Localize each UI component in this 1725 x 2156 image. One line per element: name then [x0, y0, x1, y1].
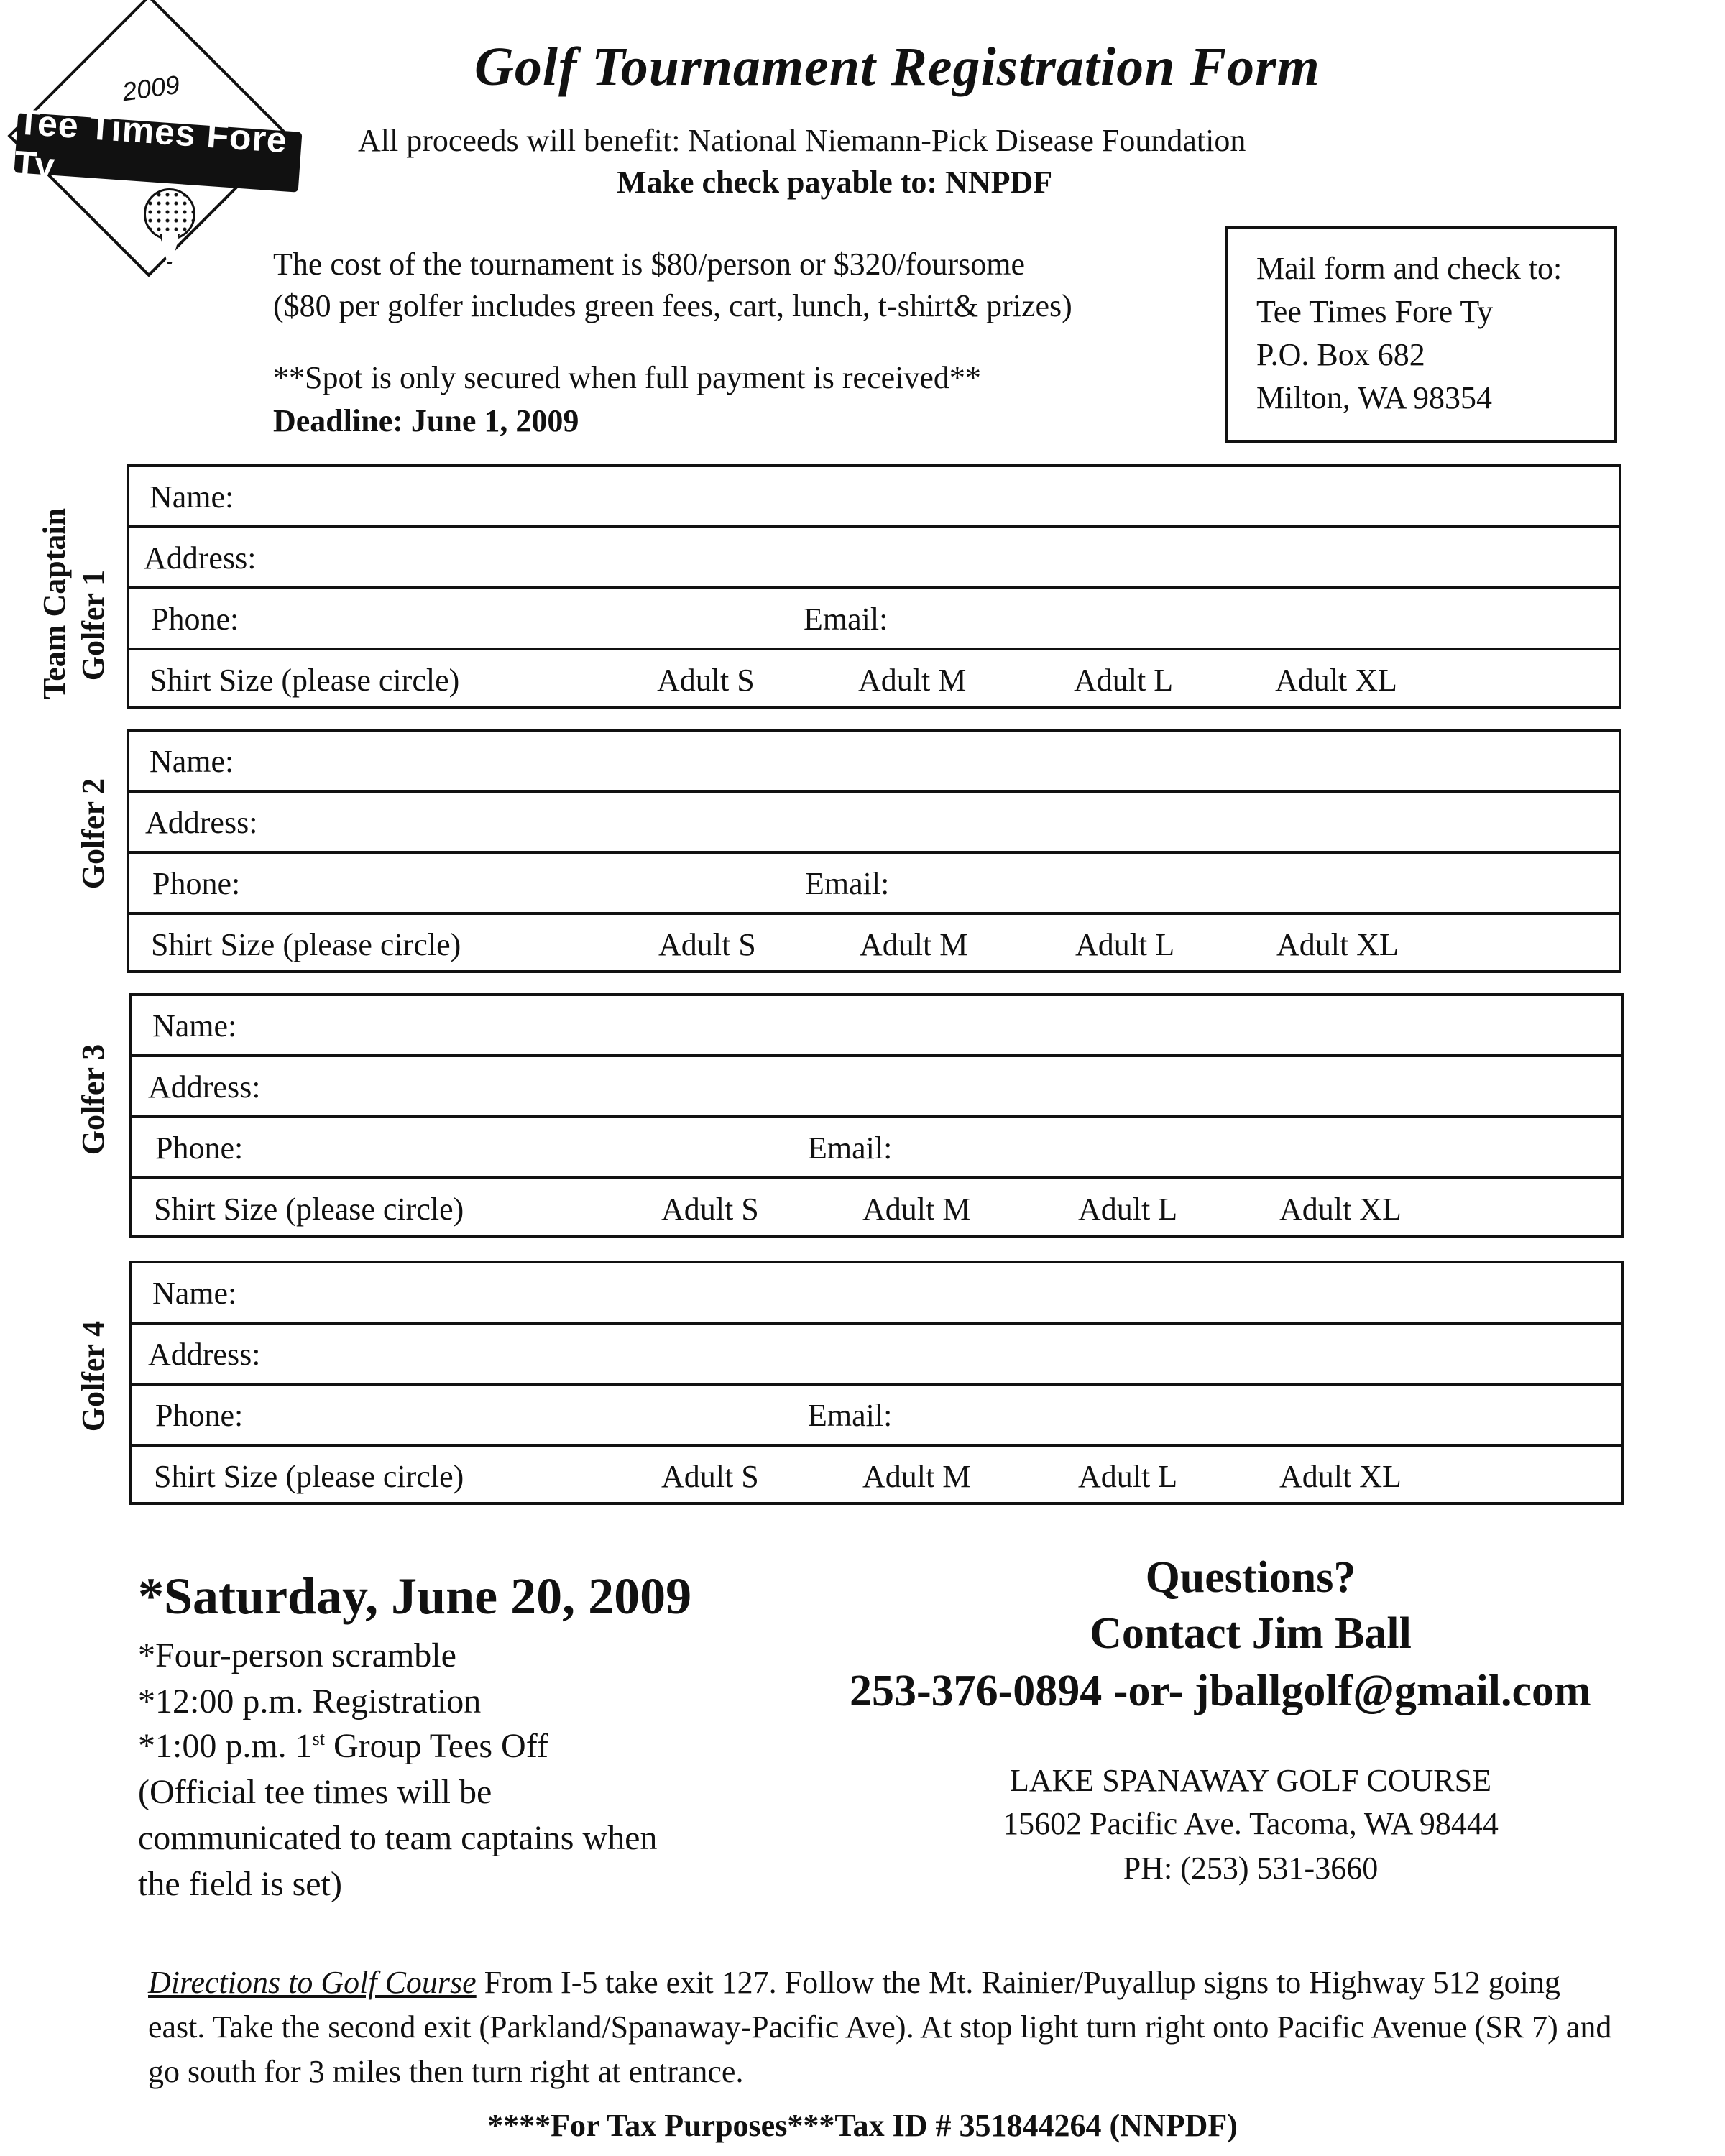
size-option-s[interactable]: Adult S	[658, 927, 756, 962]
shirt-size-row	[129, 650, 1619, 711]
size-option-xl[interactable]: Adult XL	[1275, 663, 1397, 698]
address-label: Address:	[148, 1069, 261, 1105]
shirt-size-row	[132, 1179, 1622, 1240]
shirt-size-label: Shirt Size (please circle)	[154, 1192, 464, 1227]
size-option-m[interactable]: Adult M	[860, 927, 968, 962]
golfer-2-table	[126, 729, 1622, 973]
shirt-size-row	[132, 1447, 1622, 1508]
golfer-4-table	[129, 1261, 1624, 1505]
shirt-size-label: Shirt Size (please circle)	[154, 1459, 464, 1494]
mail-address-box	[1225, 226, 1617, 443]
name-label: Name:	[152, 1008, 237, 1044]
phone-label: Phone:	[155, 1398, 244, 1433]
directions	[148, 1961, 1622, 2094]
golfer-4-label: Golfer 4	[75, 1320, 111, 1432]
size-option-l[interactable]: Adult L	[1074, 663, 1174, 698]
golfer-2-label: Golfer 2	[75, 778, 111, 890]
event-scramble: *Four-person scramble	[138, 1636, 456, 1674]
shirt-size-label: Shirt Size (please circle)	[151, 927, 461, 962]
event-date: *Saturday, June 20, 2009	[138, 1567, 692, 1625]
directions-title: Directions to Golf Course	[148, 1965, 477, 2000]
event-note-1: (Official tee times will be	[138, 1773, 492, 1811]
size-option-m[interactable]: Adult M	[862, 1192, 971, 1227]
golfer-3-table	[129, 993, 1624, 1238]
golfer-3-label: Golfer 3	[75, 1044, 111, 1156]
tee-off-suffix: Group Tees Off	[325, 1727, 548, 1765]
event-note-3: the field is set)	[138, 1865, 342, 1903]
name-row[interactable]	[132, 1263, 1622, 1325]
form-title: Golf Tournament Registration Form	[474, 37, 1320, 97]
email-label: Email:	[804, 602, 888, 637]
size-option-m[interactable]: Adult M	[858, 663, 967, 698]
event-tee-off	[138, 1726, 548, 1766]
address-label: Address:	[148, 1337, 261, 1372]
event-note-2: communicated to team captains when	[138, 1819, 658, 1857]
size-option-l[interactable]: Adult L	[1075, 927, 1175, 962]
phone-email-row[interactable]	[132, 1118, 1622, 1179]
phone-label: Phone:	[155, 1130, 244, 1166]
cost-line-2: ($80 per golfer includes green fees, cart, lunch, t-shirt& prizes)	[273, 288, 1072, 323]
golfer-1-table	[126, 464, 1622, 709]
mail-line-4: Milton, WA 98354	[1256, 380, 1493, 415]
size-option-l[interactable]: Adult L	[1078, 1192, 1178, 1227]
address-label: Address:	[144, 540, 257, 576]
email-label: Email:	[805, 866, 890, 901]
name-row[interactable]	[129, 467, 1619, 528]
address-row[interactable]	[132, 1325, 1622, 1386]
spot-notice: **Spot is only secured when full payment is received**	[273, 360, 981, 395]
phone-label: Phone:	[151, 602, 239, 637]
mail-line-3: P.O. Box 682	[1256, 337, 1425, 372]
name-label: Name:	[152, 1276, 237, 1311]
email-label: Email:	[808, 1130, 893, 1166]
size-option-xl[interactable]: Adult XL	[1276, 927, 1399, 962]
course-name: LAKE SPANAWAY GOLF COURSE	[1009, 1763, 1492, 1798]
phone-email-row[interactable]	[129, 854, 1619, 915]
email-label: Email:	[808, 1398, 893, 1433]
payable-line: Make check payable to: NNPDF	[617, 165, 1053, 200]
name-row[interactable]	[129, 732, 1619, 793]
contact-name: Contact Jim Ball	[1090, 1609, 1412, 1658]
benefit-line: All proceeds will benefit: National Niemann-Pick Disease Foundation	[358, 123, 1246, 158]
golfer-1-label: Golfer 1	[75, 569, 111, 681]
name-row[interactable]	[132, 996, 1622, 1057]
course-phone: PH: (253) 531-3660	[1123, 1851, 1379, 1886]
golfer-1-label-captain: Team Captain	[37, 507, 72, 700]
size-option-l[interactable]: Adult L	[1078, 1459, 1178, 1494]
deadline: Deadline: June 1, 2009	[273, 403, 579, 438]
shirt-size-label: Shirt Size (please circle)	[150, 663, 460, 698]
size-option-xl[interactable]: Adult XL	[1279, 1192, 1402, 1227]
shirt-size-row	[129, 915, 1619, 976]
mail-line-1: Mail form and check to:	[1256, 251, 1563, 286]
address-row[interactable]	[129, 528, 1619, 589]
mail-line-2: Tee Times Fore Ty	[1256, 294, 1494, 329]
address-label: Address:	[145, 805, 258, 840]
contact-phone-email[interactable]: 253-376-0894 -or- jballgolf@gmail.com	[850, 1667, 1591, 1715]
phone-email-row[interactable]	[132, 1386, 1622, 1447]
phone-email-row[interactable]	[129, 589, 1619, 650]
address-row[interactable]	[129, 793, 1619, 854]
size-option-xl[interactable]: Adult XL	[1279, 1459, 1402, 1494]
questions-heading: Questions?	[1145, 1553, 1356, 1602]
size-option-s[interactable]: Adult S	[661, 1459, 759, 1494]
address-row[interactable]	[132, 1057, 1622, 1118]
tee-off-prefix: *1:00 p.m. 1	[138, 1727, 313, 1765]
event-registration: *12:00 p.m. Registration	[138, 1682, 482, 1720]
name-label: Name:	[150, 479, 234, 515]
name-label: Name:	[150, 744, 234, 779]
size-option-m[interactable]: Adult M	[862, 1459, 971, 1494]
directions-text: From I-5 take exit 127. Follow the Mt. Rainier/Puyallup signs to Highway 512 going east. Take the second exit (Parkland/Spanaway-Pacific Ave). At stop light turn right onto Pacific Avenue (SR 7) and go south for 3 miles then turn right at entrance.	[148, 1965, 1612, 2089]
phone-label: Phone:	[152, 866, 241, 901]
golf-ball-icon	[144, 188, 196, 240]
cost-line-1: The cost of the tournament is $80/person or $320/foursome	[273, 247, 1026, 282]
logo-year: 2009	[120, 69, 182, 107]
size-option-s[interactable]: Adult S	[661, 1192, 759, 1227]
course-address: 15602 Pacific Ave. Tacoma, WA 98444	[1003, 1806, 1499, 1841]
tax-id-line: ****For Tax Purposes***Tax ID # 351844264 (NNPDF)	[487, 2108, 1238, 2143]
size-option-s[interactable]: Adult S	[657, 663, 755, 698]
tee-off-sup: st	[312, 1728, 326, 1749]
logo-banner: Tee Times Fore Ty	[14, 112, 303, 192]
